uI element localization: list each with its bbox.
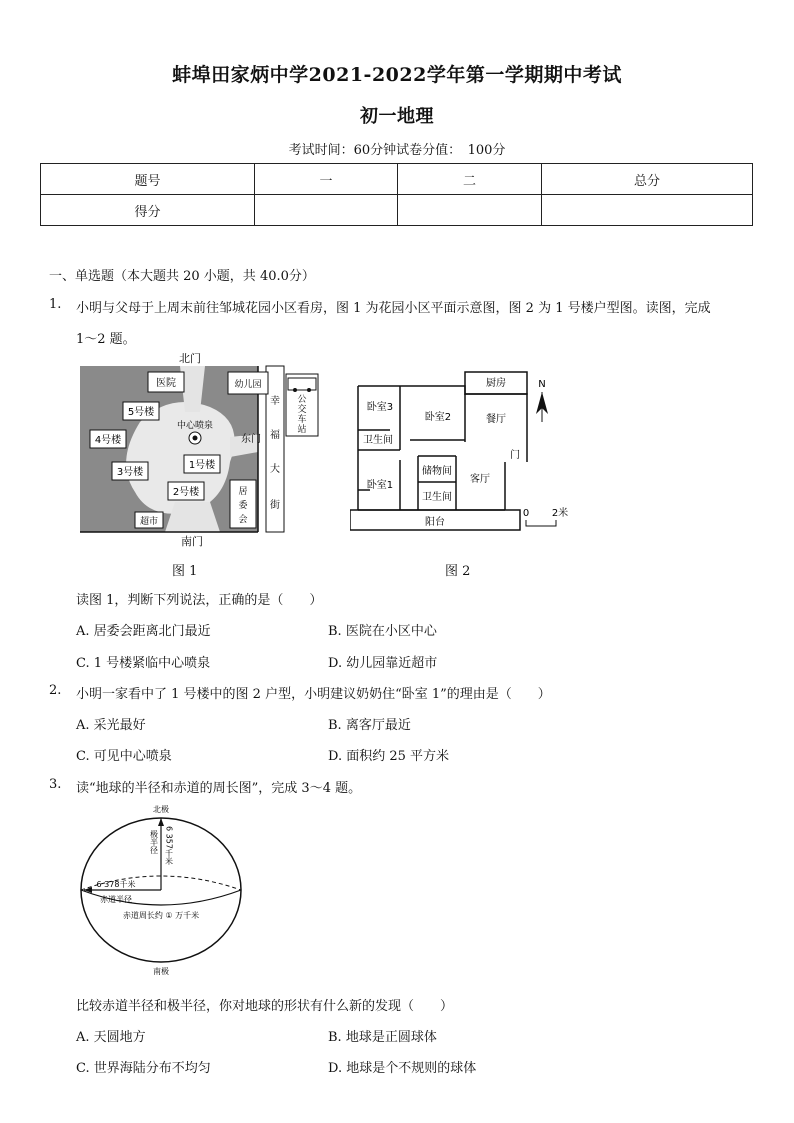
fountain-center-icon [193,436,198,441]
floor-plan-figure [350,370,580,545]
south-gate-label: 南门 [181,535,203,547]
equatorial-radius-label: 赤道半径 [100,895,132,904]
polar-radius-label: 极半径 [149,830,159,854]
hospital-label: 医院 [156,378,176,389]
circumference-label: 赤道周长约 ① 万千米 [122,911,200,920]
building-2-label: 2号楼 [172,487,200,498]
subject-title: 初一地理 [360,106,434,127]
score-table-header-row [41,164,753,195]
bus-stop-label: 站 [297,425,307,435]
polar-arrow-icon [158,818,164,826]
question-number: 2. [49,683,62,698]
question-stem: 小明一家看中了 1 号楼中的图 2 户型，小明建议奶奶住“卧室 1”的理由是（ ） [76,687,551,702]
option-c[interactable]: C. 世界海陆分布不均匀 [76,1061,211,1076]
building-1-label: 1号楼 [188,460,216,471]
question-number: 1. [49,297,62,312]
bedroom3-label: 卧室3 [366,402,394,413]
figure-2-caption: 图 2 [445,564,471,579]
building-4-label: 4号楼 [94,435,122,446]
score-cell[interactable] [398,195,542,226]
building-5-label: 5号楼 [127,407,155,418]
north-pole-label: 北极 [153,805,169,814]
street-label: 大 [270,464,280,475]
bedroom2-label: 卧室2 [424,412,452,423]
bathroom-bottom-label: 卫生间 [422,492,452,503]
building-3-label: 3号楼 [116,467,144,478]
kitchen-label: 厨房 [486,378,506,389]
exam-title: 蚌埠田家炳中学2021-2022学年第一学期期中考试 [172,64,622,86]
option-d[interactable]: D. 面积约 25 平方米 [328,749,450,764]
balcony-label: 阳台 [425,517,445,528]
bus-stop-label: 公 [297,395,307,405]
question-sub-stem: 读图 1，判断下列说法，正确的是（ ） [76,593,323,608]
bathroom-top-label: 卫生间 [363,435,393,446]
option-c[interactable]: C. 1 号楼紧临中心喷泉 [76,656,211,671]
earth-radius-figure [76,800,251,980]
committee-label: 居 [238,487,248,497]
table-header-cell: 总分 [542,164,753,195]
north-label: N [538,379,546,390]
equatorial-radius-value: 6 378千米 [96,880,136,889]
question-number: 3. [49,777,62,792]
dining-label: 餐厅 [486,414,506,425]
north-gate-label: 北门 [179,352,201,365]
question-stem-continued: 1～2 题。 [76,332,136,347]
question-stem: 小明与父母于上周末前往邹城花园小区看房，图 1 为花园小区平面示意图，图 2 为 1 号楼户型图。读图，完成 [76,301,711,316]
kindergarten-label: 幼儿园 [234,380,262,390]
option-d[interactable]: D. 幼儿园靠近超市 [328,656,438,671]
committee-label: 委 [238,501,248,511]
street-label: 福 [270,430,280,441]
question-sub-stem: 比较赤道半径和极半径，你对地球的形状有什么新的发现（ ） [76,999,454,1014]
bus-wheel-icon [307,388,311,392]
scale-zero-label: 0 [522,508,530,519]
living-label: 客厅 [470,474,490,485]
scale-bar [526,520,556,526]
polar-radius-value: 6 357千米 [164,826,174,865]
score-table [40,163,753,226]
table-header-cell: 一 [255,164,398,195]
community-map-figure [80,352,325,547]
committee-label: 会 [238,515,248,525]
option-b[interactable]: B. 地球是正圆球体 [328,1030,437,1045]
score-table-row [41,195,753,226]
option-d[interactable]: D. 地球是个不规则的球体 [328,1061,477,1076]
score-cell[interactable] [542,195,753,226]
option-b[interactable]: B. 离客厅最近 [328,718,411,733]
option-c[interactable]: C. 可见中心喷泉 [76,749,172,764]
option-b[interactable]: B. 医院在小区中心 [328,624,437,639]
bus-icon [288,378,316,390]
storage-label: 储物间 [422,466,452,477]
option-a[interactable]: A. 采光最好 [76,718,146,733]
door-label: 门 [510,450,520,461]
exam-info: 考试时间：60分钟试卷分值： 100分 [288,143,506,158]
scale-label: 2米 [551,508,569,519]
bedroom1-label: 卧室1 [366,480,394,491]
south-pole-label: 南极 [153,967,169,976]
table-header-cell: 二 [398,164,542,195]
street-label: 街 [270,500,280,511]
bus-stop-label: 交 [297,405,307,415]
option-a[interactable]: A. 居委会距离北门最近 [76,624,211,639]
supermarket-label: 超市 [139,517,159,527]
bus-wheel-icon [293,388,297,392]
score-cell[interactable] [255,195,398,226]
question-stem: 读“地球的半径和赤道的周长图”，完成 3～4 题。 [76,781,362,796]
east-gate-label: 东门 [241,434,261,445]
fountain-label: 中心喷泉 [176,421,214,431]
score-row-label: 得分 [41,195,255,226]
table-header-cell: 题号 [41,164,255,195]
section-heading: 一、单选题（本大题共 20 小题，共 40.0分） [49,269,315,284]
option-a[interactable]: A. 天圆地方 [76,1030,146,1045]
bus-stop-label: 车 [297,415,307,425]
figure-1-caption: 图 1 [172,564,198,579]
street-label: 幸 [270,396,280,407]
